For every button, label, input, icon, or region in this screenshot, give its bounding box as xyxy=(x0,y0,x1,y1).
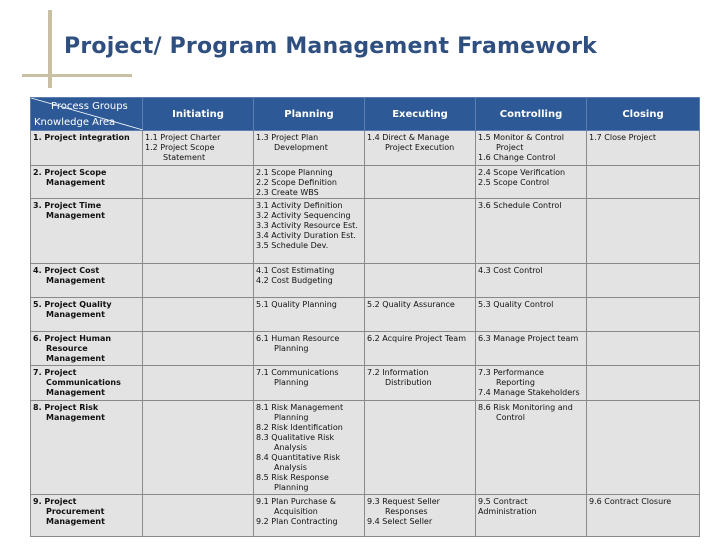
process-item: 6.3 Manage Project team xyxy=(478,333,579,343)
table-row xyxy=(31,400,700,494)
process-cell-planning xyxy=(254,400,365,494)
process-item: 3.1 Activity Definition xyxy=(256,200,343,210)
process-item: 5.1 Quality Planning xyxy=(256,300,337,310)
process-item: 8.3 Qualitative Risk xyxy=(256,432,335,442)
process-item: 5.2 Quality Assurance xyxy=(367,300,455,310)
process-cell-planning xyxy=(254,263,365,298)
table-row xyxy=(31,165,700,198)
process-item: 2.1 Scope Planning xyxy=(256,167,333,177)
process-cell-initiating xyxy=(143,298,254,331)
process-cell-controlling xyxy=(476,263,587,298)
process-item: 3.4 Activity Duration Est. xyxy=(256,230,356,240)
knowledge-area-label: Communications xyxy=(46,378,121,388)
process-cell-executing xyxy=(365,366,476,401)
knowledge-area-cell xyxy=(31,165,143,198)
group-header-planning: Planning xyxy=(254,98,365,131)
process-cell-controlling xyxy=(476,331,587,366)
process-item: Planning xyxy=(274,343,309,353)
process-item: 3.2 Activity Sequencing xyxy=(256,210,351,220)
process-item: 1.1 Project Charter xyxy=(145,133,221,142)
process-cell-closing xyxy=(587,366,700,401)
process-item: 7.3 Performance xyxy=(478,368,544,378)
table-row xyxy=(31,495,700,537)
group-header-initiating: Initiating xyxy=(143,98,254,131)
process-item: 7.4 Manage Stakeholders xyxy=(478,388,580,398)
process-cell-initiating xyxy=(143,400,254,494)
group-header-executing: Executing xyxy=(365,98,476,131)
process-cell-planning xyxy=(254,331,365,366)
knowledge-area-label: 4. Project Cost xyxy=(33,265,100,275)
knowledge-area-label: Management xyxy=(46,412,105,422)
process-cell-initiating xyxy=(143,165,254,198)
process-item: Administration xyxy=(478,507,537,517)
process-item: Acquisition xyxy=(274,507,318,517)
process-item: 1.4 Direct & Manage xyxy=(367,133,450,142)
corner-header xyxy=(31,98,143,131)
process-item: Analysis xyxy=(274,442,307,452)
knowledge-area-label: 7. Project xyxy=(33,368,77,378)
process-item: 7.2 Information xyxy=(367,368,429,378)
process-cell-executing xyxy=(365,400,476,494)
table-row xyxy=(31,366,700,401)
knowledge-area-label: Management xyxy=(46,177,105,187)
knowledge-area-label: Management xyxy=(46,517,105,527)
process-item: Planning xyxy=(274,482,309,492)
process-item: 9.1 Plan Purchase & xyxy=(256,497,336,507)
knowledge-area-label: 1. Project integration xyxy=(33,133,130,142)
knowledge-area-cell xyxy=(31,366,143,401)
knowledge-area-cell xyxy=(31,131,143,166)
process-item: 4.1 Cost Estimating xyxy=(256,265,335,275)
process-item: 9.4 Select Seller xyxy=(367,517,433,527)
process-item: Development xyxy=(274,143,328,152)
knowledge-area-label: 2. Project Scope xyxy=(33,167,107,177)
process-item: Planning xyxy=(274,412,309,422)
knowledge-area-label: Management xyxy=(46,210,105,220)
knowledge-area-label: Management xyxy=(46,388,105,398)
header-row xyxy=(31,98,700,131)
process-item: 3.6 Schedule Control xyxy=(478,200,562,210)
process-item: 5.3 Quality Control xyxy=(478,300,554,310)
process-item: 1.7 Close Project xyxy=(589,133,656,142)
knowledge-area-label: 9. Project xyxy=(33,497,77,507)
process-cell-closing xyxy=(587,400,700,494)
process-cell-executing xyxy=(365,165,476,198)
process-item: 3.3 Activity Resource Est. xyxy=(256,220,358,230)
knowledge-area-label: Procurement xyxy=(46,507,105,517)
knowledge-area-cell xyxy=(31,263,143,298)
table-row xyxy=(31,198,700,263)
process-cell-planning xyxy=(254,198,365,263)
knowledge-area-label: Knowledge Area xyxy=(34,117,116,128)
group-header-closing: Closing xyxy=(587,98,700,131)
process-item: 1.5 Monitor & Control xyxy=(478,133,564,142)
knowledge-area-label: 6. Project Human xyxy=(33,333,112,343)
process-groups-label: Process Groups xyxy=(51,101,128,112)
process-cell-closing xyxy=(587,165,700,198)
process-item: 8.4 Quantitative Risk xyxy=(256,452,341,462)
knowledge-area-cell xyxy=(31,198,143,263)
process-item: Reporting xyxy=(496,378,535,388)
process-item: 2.2 Scope Definition xyxy=(256,177,337,187)
process-cell-executing xyxy=(365,131,476,166)
process-item: Project Execution xyxy=(385,143,455,152)
knowledge-area-label: 8. Project Risk xyxy=(33,402,99,412)
process-item: 2.3 Create WBS xyxy=(256,187,319,197)
process-cell-closing xyxy=(587,298,700,331)
process-cell-controlling xyxy=(476,165,587,198)
process-item: 2.4 Scope Verification xyxy=(478,167,566,177)
decorative-horizontal-bar xyxy=(22,74,132,77)
process-cell-planning xyxy=(254,298,365,331)
knowledge-area-label: 3. Project Time xyxy=(33,200,102,210)
process-item: 6.2 Acquire Project Team xyxy=(367,333,467,343)
process-cell-controlling xyxy=(476,131,587,166)
process-cell-executing xyxy=(365,263,476,298)
process-cell-initiating xyxy=(143,131,254,166)
process-item: 9.3 Request Seller xyxy=(367,497,440,507)
process-item: 9.5 Contract xyxy=(478,497,528,507)
process-cell-executing xyxy=(365,495,476,537)
table-row xyxy=(31,298,700,331)
process-cell-closing xyxy=(587,331,700,366)
knowledge-area-cell xyxy=(31,298,143,331)
process-cell-initiating xyxy=(143,198,254,263)
process-item: 9.2 Plan Contracting xyxy=(256,517,338,527)
process-cell-planning xyxy=(254,131,365,166)
table-row xyxy=(31,131,700,166)
process-item: 8.1 Risk Management xyxy=(256,402,344,412)
process-item: 2.5 Scope Control xyxy=(478,177,550,187)
process-cell-controlling xyxy=(476,298,587,331)
knowledge-area-cell xyxy=(31,495,143,537)
process-cell-closing xyxy=(587,495,700,537)
process-cell-initiating xyxy=(143,331,254,366)
process-cell-controlling xyxy=(476,198,587,263)
process-cell-controlling xyxy=(476,400,587,494)
knowledge-area-cell xyxy=(31,400,143,494)
process-cell-initiating xyxy=(143,263,254,298)
knowledge-area-label: Resource xyxy=(46,343,88,353)
process-item: 1.6 Change Control xyxy=(478,153,556,162)
process-cell-closing xyxy=(587,198,700,263)
process-item: 3.5 Schedule Dev. xyxy=(256,240,329,250)
process-cell-closing xyxy=(587,131,700,166)
knowledge-area-label: Management xyxy=(46,353,105,363)
process-item: Statement xyxy=(163,153,206,162)
slide-title: Project/ Program Management Framework xyxy=(64,34,597,59)
knowledge-area-label: Management xyxy=(46,310,105,320)
process-cell-planning xyxy=(254,366,365,401)
knowledge-area-cell xyxy=(31,331,143,366)
process-cell-initiating xyxy=(143,366,254,401)
process-item: 4.3 Cost Control xyxy=(478,265,543,275)
process-item: Analysis xyxy=(274,462,307,472)
process-cell-controlling xyxy=(476,366,587,401)
process-item: Responses xyxy=(385,507,428,517)
process-item: 1.3 Project Plan xyxy=(256,133,319,142)
process-cell-closing xyxy=(587,263,700,298)
process-item: 8.6 Risk Monitoring and xyxy=(478,402,573,412)
process-item: 7.1 Communications xyxy=(256,368,339,378)
process-item: Planning xyxy=(274,378,309,388)
group-header-controlling: Controlling xyxy=(476,98,587,131)
process-cell-executing xyxy=(365,331,476,366)
process-item: 8.2 Risk Identification xyxy=(256,422,343,432)
process-item: 8.5 Risk Response xyxy=(256,472,329,482)
process-item: Distribution xyxy=(385,378,432,388)
process-item: Control xyxy=(496,412,525,422)
process-cell-initiating xyxy=(143,495,254,537)
framework-table xyxy=(30,97,699,537)
process-item: Project xyxy=(496,143,524,152)
process-cell-planning xyxy=(254,165,365,198)
process-item: 1.2 Project Scope xyxy=(145,143,215,152)
knowledge-area-label: 5. Project Quality xyxy=(33,300,112,310)
table-row xyxy=(31,331,700,366)
process-cell-planning xyxy=(254,495,365,537)
process-item: 4.2 Cost Budgeting xyxy=(256,275,333,285)
process-item: 9.6 Contract Closure xyxy=(589,497,672,507)
table-row xyxy=(31,263,700,298)
knowledge-area-label: Management xyxy=(46,275,105,285)
process-item: 6.1 Human Resource xyxy=(256,333,340,343)
process-cell-executing xyxy=(365,298,476,331)
process-cell-controlling xyxy=(476,495,587,537)
process-cell-executing xyxy=(365,198,476,263)
